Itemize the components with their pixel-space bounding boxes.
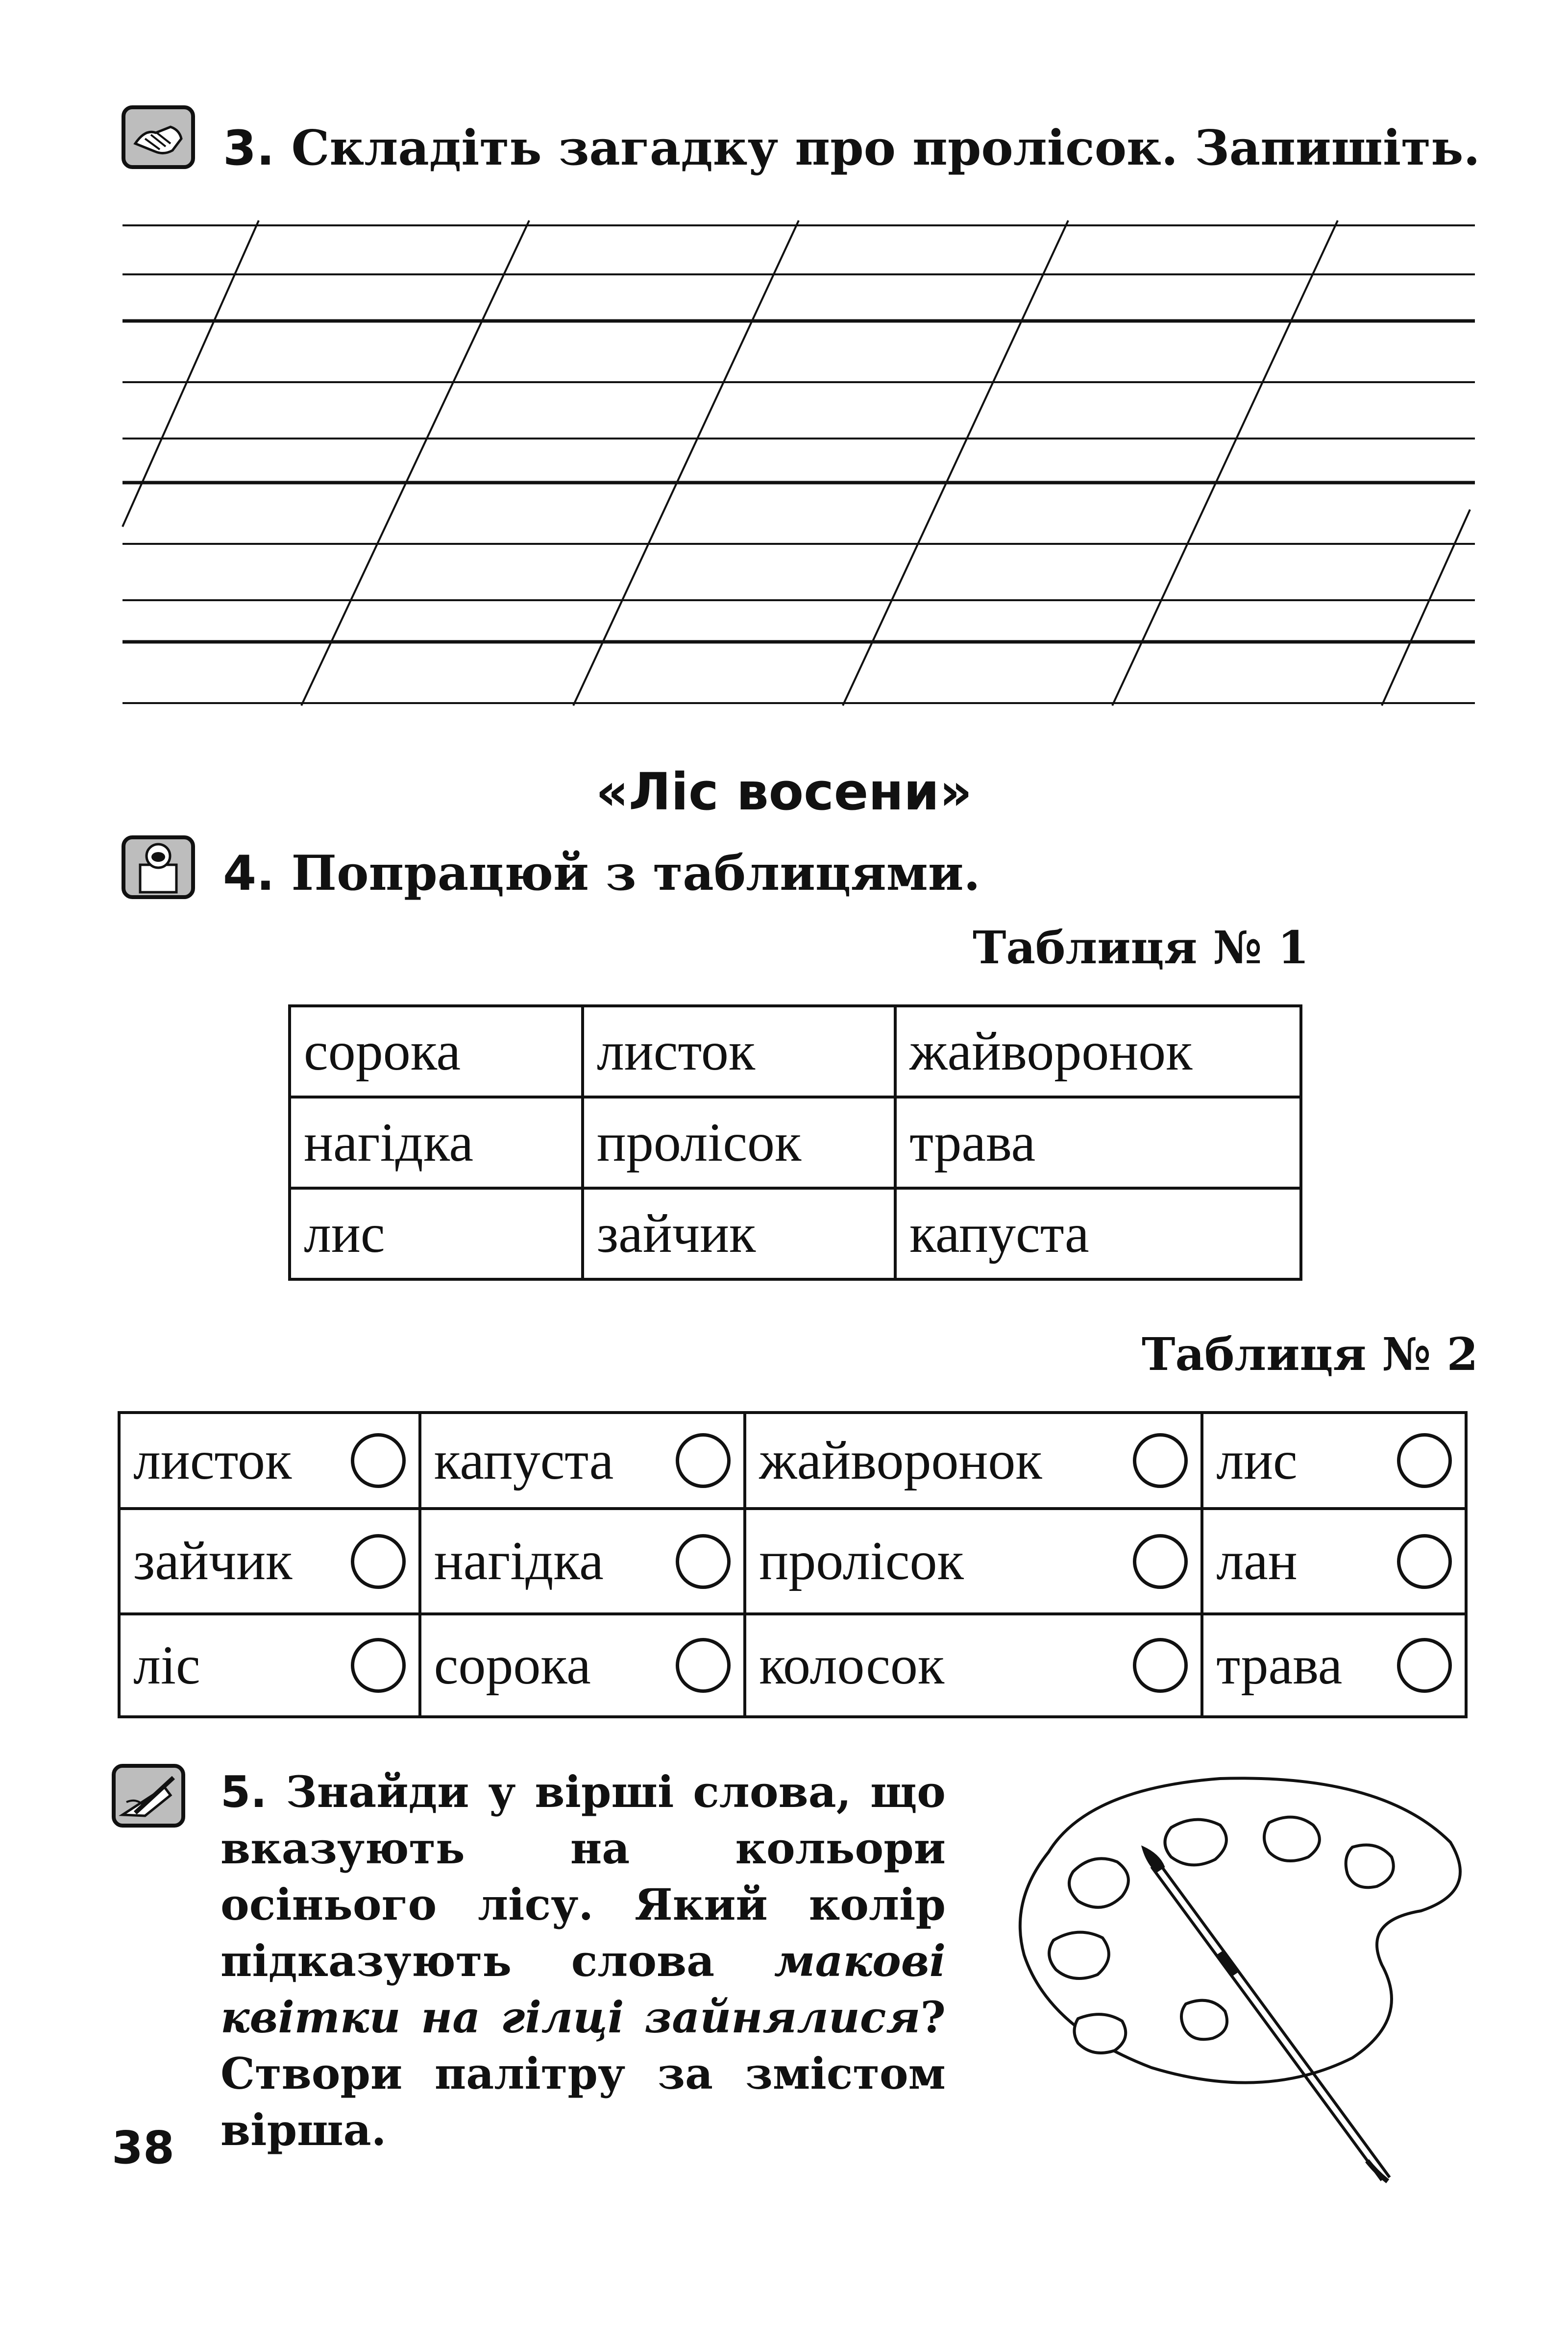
answer-circle[interactable] [1133, 1534, 1188, 1589]
word-label: сорока [434, 1635, 591, 1696]
word-label: нагідка [434, 1531, 604, 1591]
table-row [119, 1509, 1466, 1614]
table-cell: сорока [290, 1006, 583, 1097]
task-4-text: Попрацюй з таблицями. [291, 845, 980, 902]
word-label: жайворонок [759, 1430, 1042, 1491]
answer-circle[interactable] [676, 1534, 731, 1589]
answer-circle[interactable] [676, 1638, 731, 1693]
word-label: пролісок [759, 1531, 964, 1591]
word-label: колосок [759, 1635, 945, 1696]
word-label: ліс [133, 1635, 200, 1696]
table-cell: зайчик [583, 1188, 895, 1279]
word-label: зайчик [133, 1531, 293, 1591]
page-number: 38 [112, 2122, 175, 2174]
word-label: капуста [434, 1430, 614, 1491]
table-cell: листок [583, 1006, 895, 1097]
answer-circle[interactable] [351, 1433, 406, 1488]
word-label: листок [133, 1430, 292, 1491]
answer-circle[interactable] [351, 1638, 406, 1693]
table-2 [118, 1411, 1468, 1718]
answer-circle[interactable] [676, 1433, 731, 1488]
pencil-writing-icon [112, 1764, 185, 1828]
table-row [119, 1614, 1466, 1717]
table-row [290, 1097, 1301, 1188]
table-cell: капуста [895, 1188, 1301, 1279]
answer-circle[interactable] [1397, 1433, 1452, 1488]
task-4-heading [223, 845, 980, 902]
table-cell: лис [290, 1188, 583, 1279]
task-5-italic-phrase: макові квітки на гілці зайнялися [220, 1935, 946, 2043]
table-row [290, 1188, 1301, 1279]
glasses-book-icon [122, 835, 195, 899]
table-cell: трава [895, 1097, 1301, 1188]
table-cell: пролісок [583, 1097, 895, 1188]
table-row [119, 1413, 1466, 1509]
word-label: лис [1216, 1430, 1298, 1491]
task-5-text-before: Знайди у вірші слова, що вказують на кольори осінього лісу. Який колір підказують слова [220, 1766, 946, 1986]
answer-circle[interactable] [1397, 1638, 1452, 1693]
table-1-label: Таблиця № 1 [973, 921, 1309, 974]
word-label: трава [1216, 1635, 1343, 1696]
task-3-number: 3. [223, 121, 275, 176]
task-5-number: 5. [220, 1767, 267, 1817]
answer-circle[interactable] [351, 1534, 406, 1589]
word-label: лан [1216, 1531, 1298, 1591]
table-cell: жайворонок [895, 1006, 1301, 1097]
table-row [290, 1006, 1301, 1097]
palette-with-brush-illustration [990, 1744, 1499, 2185]
table-1 [288, 1004, 1302, 1281]
answer-circle[interactable] [1133, 1433, 1188, 1488]
task-4-number: 4. [223, 846, 275, 902]
task-5-text-after: ? Створи палітру за змістом вірша. [220, 1992, 946, 2155]
task-3-text: Складіть загадку про пролісок. Запишіть. [291, 120, 1480, 176]
answer-circle[interactable] [1133, 1638, 1188, 1693]
table-2-label: Таблиця № 2 [1142, 1328, 1478, 1381]
answer-circle[interactable] [1397, 1534, 1452, 1589]
task-5-text [220, 1764, 946, 2158]
handwriting-lines[interactable] [0, 0, 1568, 735]
table-cell: нагідка [290, 1097, 583, 1188]
section-title: «Ліс восени» [595, 762, 973, 822]
